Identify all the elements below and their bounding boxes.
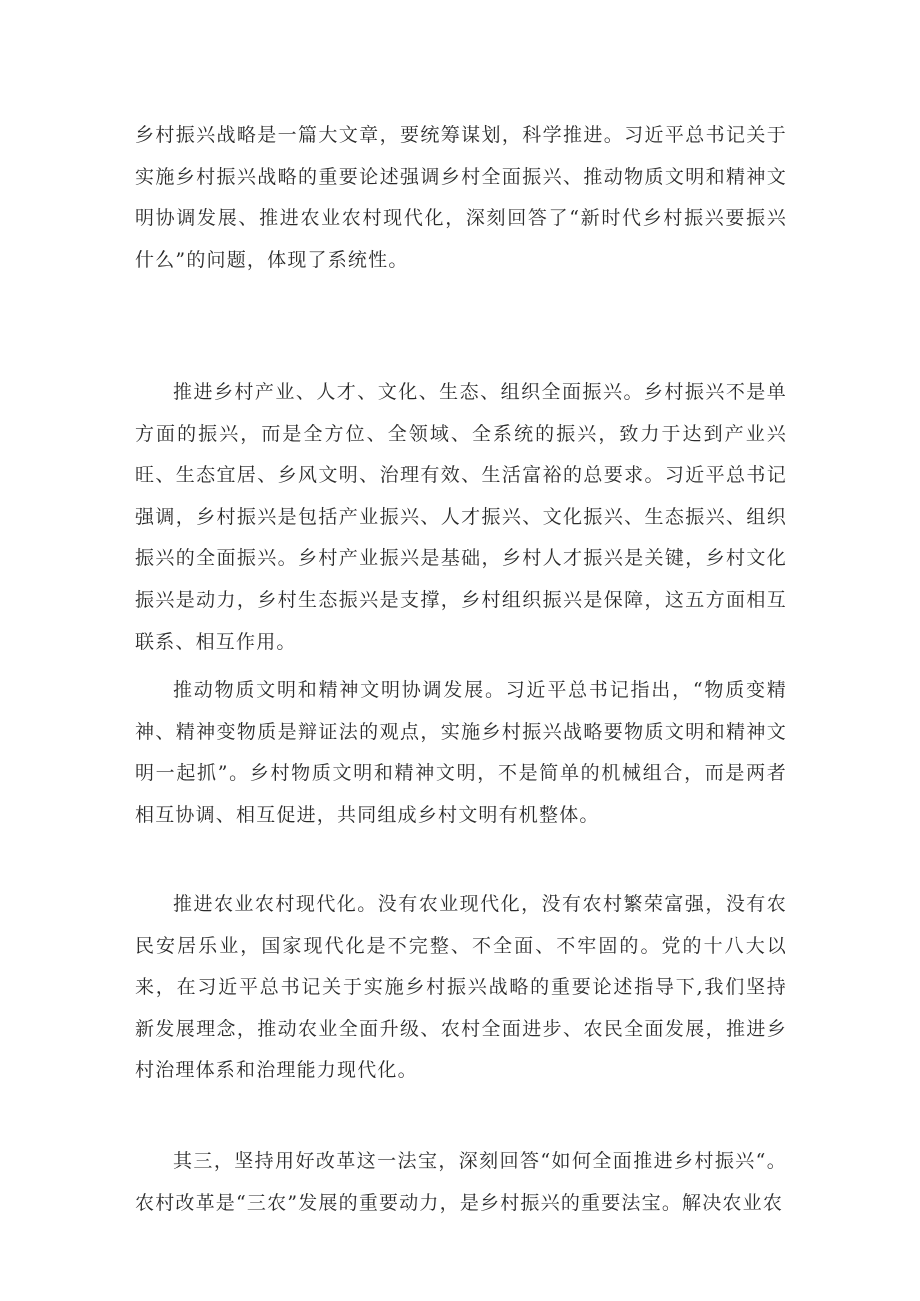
paragraph-5: 其三，坚持用好改革这一法宝，深刻回答“如何全面推进乡村振兴“。农村改革是“三农”发展的重要动力，是乡村振兴的重要法宝。解决农业农: [135, 1150, 787, 1214]
paragraph-2: 推进乡村产业、人才、文化、生态、组织全面振兴。乡村振兴不是单方面的振兴，而是全方位、全领域、全系统的振兴，致力于达到产业兴旺、生态宜居、乡风文明、治理有效、生活富裕的总要求。习近平总书记强调，乡村振兴是包括产业振兴、人才振兴、文化振兴、生态振兴、组织振兴的全面振兴。乡村产业振兴是基础，乡村人才振兴是关键，乡村文化振兴是动力，乡村生态振兴是支撑，乡村组织振兴是保障，这五方面相互联系、相互作用。: [135, 381, 787, 653]
paragraph-1: 乡村振兴战略是一篇大文章，要统筹谋划，科学推进。习近平总书记关于实施乡村振兴战略的重要论述强调乡村全面振兴、推动物质文明和精神文明协调发展、推进农业农村现代化，深刻回答了“新时代乡村振兴要振兴什么”的问题，体现了系统性。: [135, 124, 787, 271]
paragraph-3: 推动物质文明和精神文明协调发展。习近平总书记指出，“物质变精神、精神变物质是辩证法的观点，实施乡村振兴战略要物质文明和精神文明一起抓”。乡村物质文明和精神文明，不是简单的机械组合，而是两者相互协调、相互促进，共同组成乡村文明有机整体。: [135, 679, 787, 826]
paragraph-4: 推进农业农村现代化。没有农业现代化，没有农村繁荣富强，没有农民安居乐业，国家现代化是不完整、不全面、不牢固的。党的十八大以来，在习近平总书记关于实施乡村振兴战略的重要论述指导下,我们坚持新发展理念，推动农业全面升级、农村全面进步、农民全面发展，推进乡村治理体系和治理能力现代化。: [135, 893, 787, 1082]
